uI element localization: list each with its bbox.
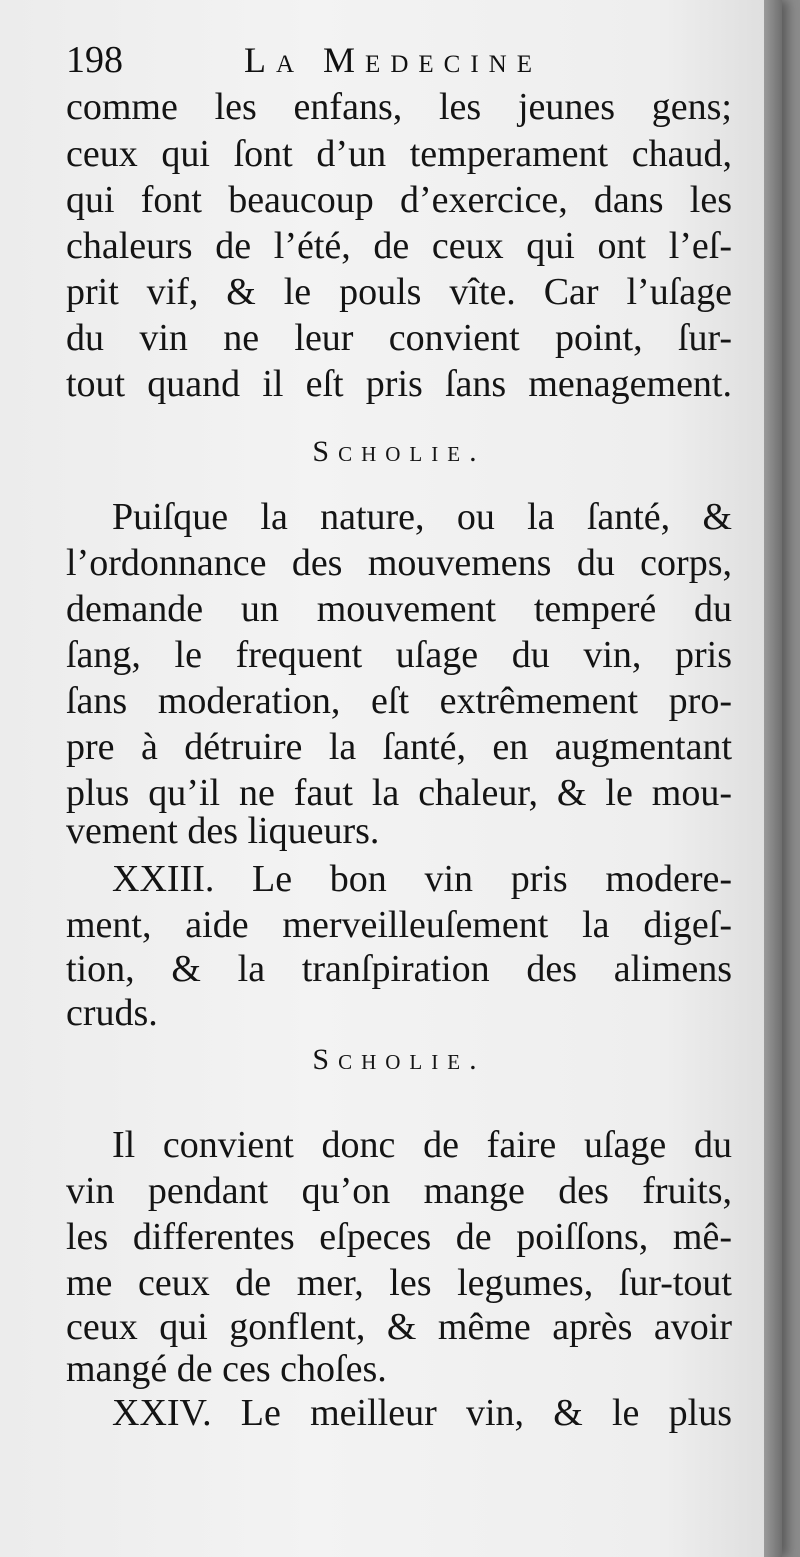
text-line: vement des liqueurs. [66,810,380,852]
text-line: comme les enfans, les jeunes gens; [66,86,732,128]
text-line: XXIV. Le meilleur vin, & le plus [112,1392,732,1434]
running-title: La Medecine [244,40,542,80]
page-number: 198 [66,39,123,81]
running-head [66,34,730,86]
page-gutter-shadow [764,0,782,1557]
text-line: cruds. [66,992,158,1034]
text-line: l’ordonnance des mouvemens du corps, [66,542,732,584]
text-line: qui font beaucoup d’exercice, dans les [66,179,732,221]
text-line: Puiſque la nature, ou la ſanté, & [112,496,732,538]
text-line: demande un mouvement temperé du [66,588,732,630]
text-line: XXIII. Le bon vin pris modere- [112,858,732,900]
text-line: tion, & la tranſpiration des alimens [66,948,732,990]
section-heading: Scholie. [312,1043,486,1076]
text-line: ceux qui ſont d’un temperament chaud, [66,133,732,175]
section-heading: Scholie. [312,435,486,468]
text-line: ſang, le frequent uſage du vin, pris [66,634,732,676]
text-line: prit vif, & le pouls vîte. Car l’uſage [66,271,732,313]
text-line: Il convient donc de faire uſage du [112,1124,732,1166]
text-line: ceux qui gonflent, & même après avoir [66,1306,732,1348]
text-line: chaleurs de l’été, de ceux qui ont l’eſ- [66,225,732,267]
text-line: vin pendant qu’on mange des fruits, [66,1170,732,1212]
text-line: tout quand il eſt pris ſans menagement. [66,363,732,405]
text-line: les differentes eſpeces de poiſſons, mê- [66,1216,732,1258]
text-line: ſans moderation, eſt extrêmement pro- [66,680,732,722]
text-line: mangé de ces choſes. [66,1348,387,1390]
text-line: plus qu’il ne faut la chaleur, & le mou- [66,772,732,814]
text-line: pre à détruire la ſanté, en augmentant [66,726,732,768]
text-line: me ceux de mer, les legumes, ſur-tout [66,1262,732,1304]
text-line: ment, aide merveilleuſement la digeſ- [66,904,732,946]
text-line: du vin ne leur convient point, ſur- [66,317,732,359]
